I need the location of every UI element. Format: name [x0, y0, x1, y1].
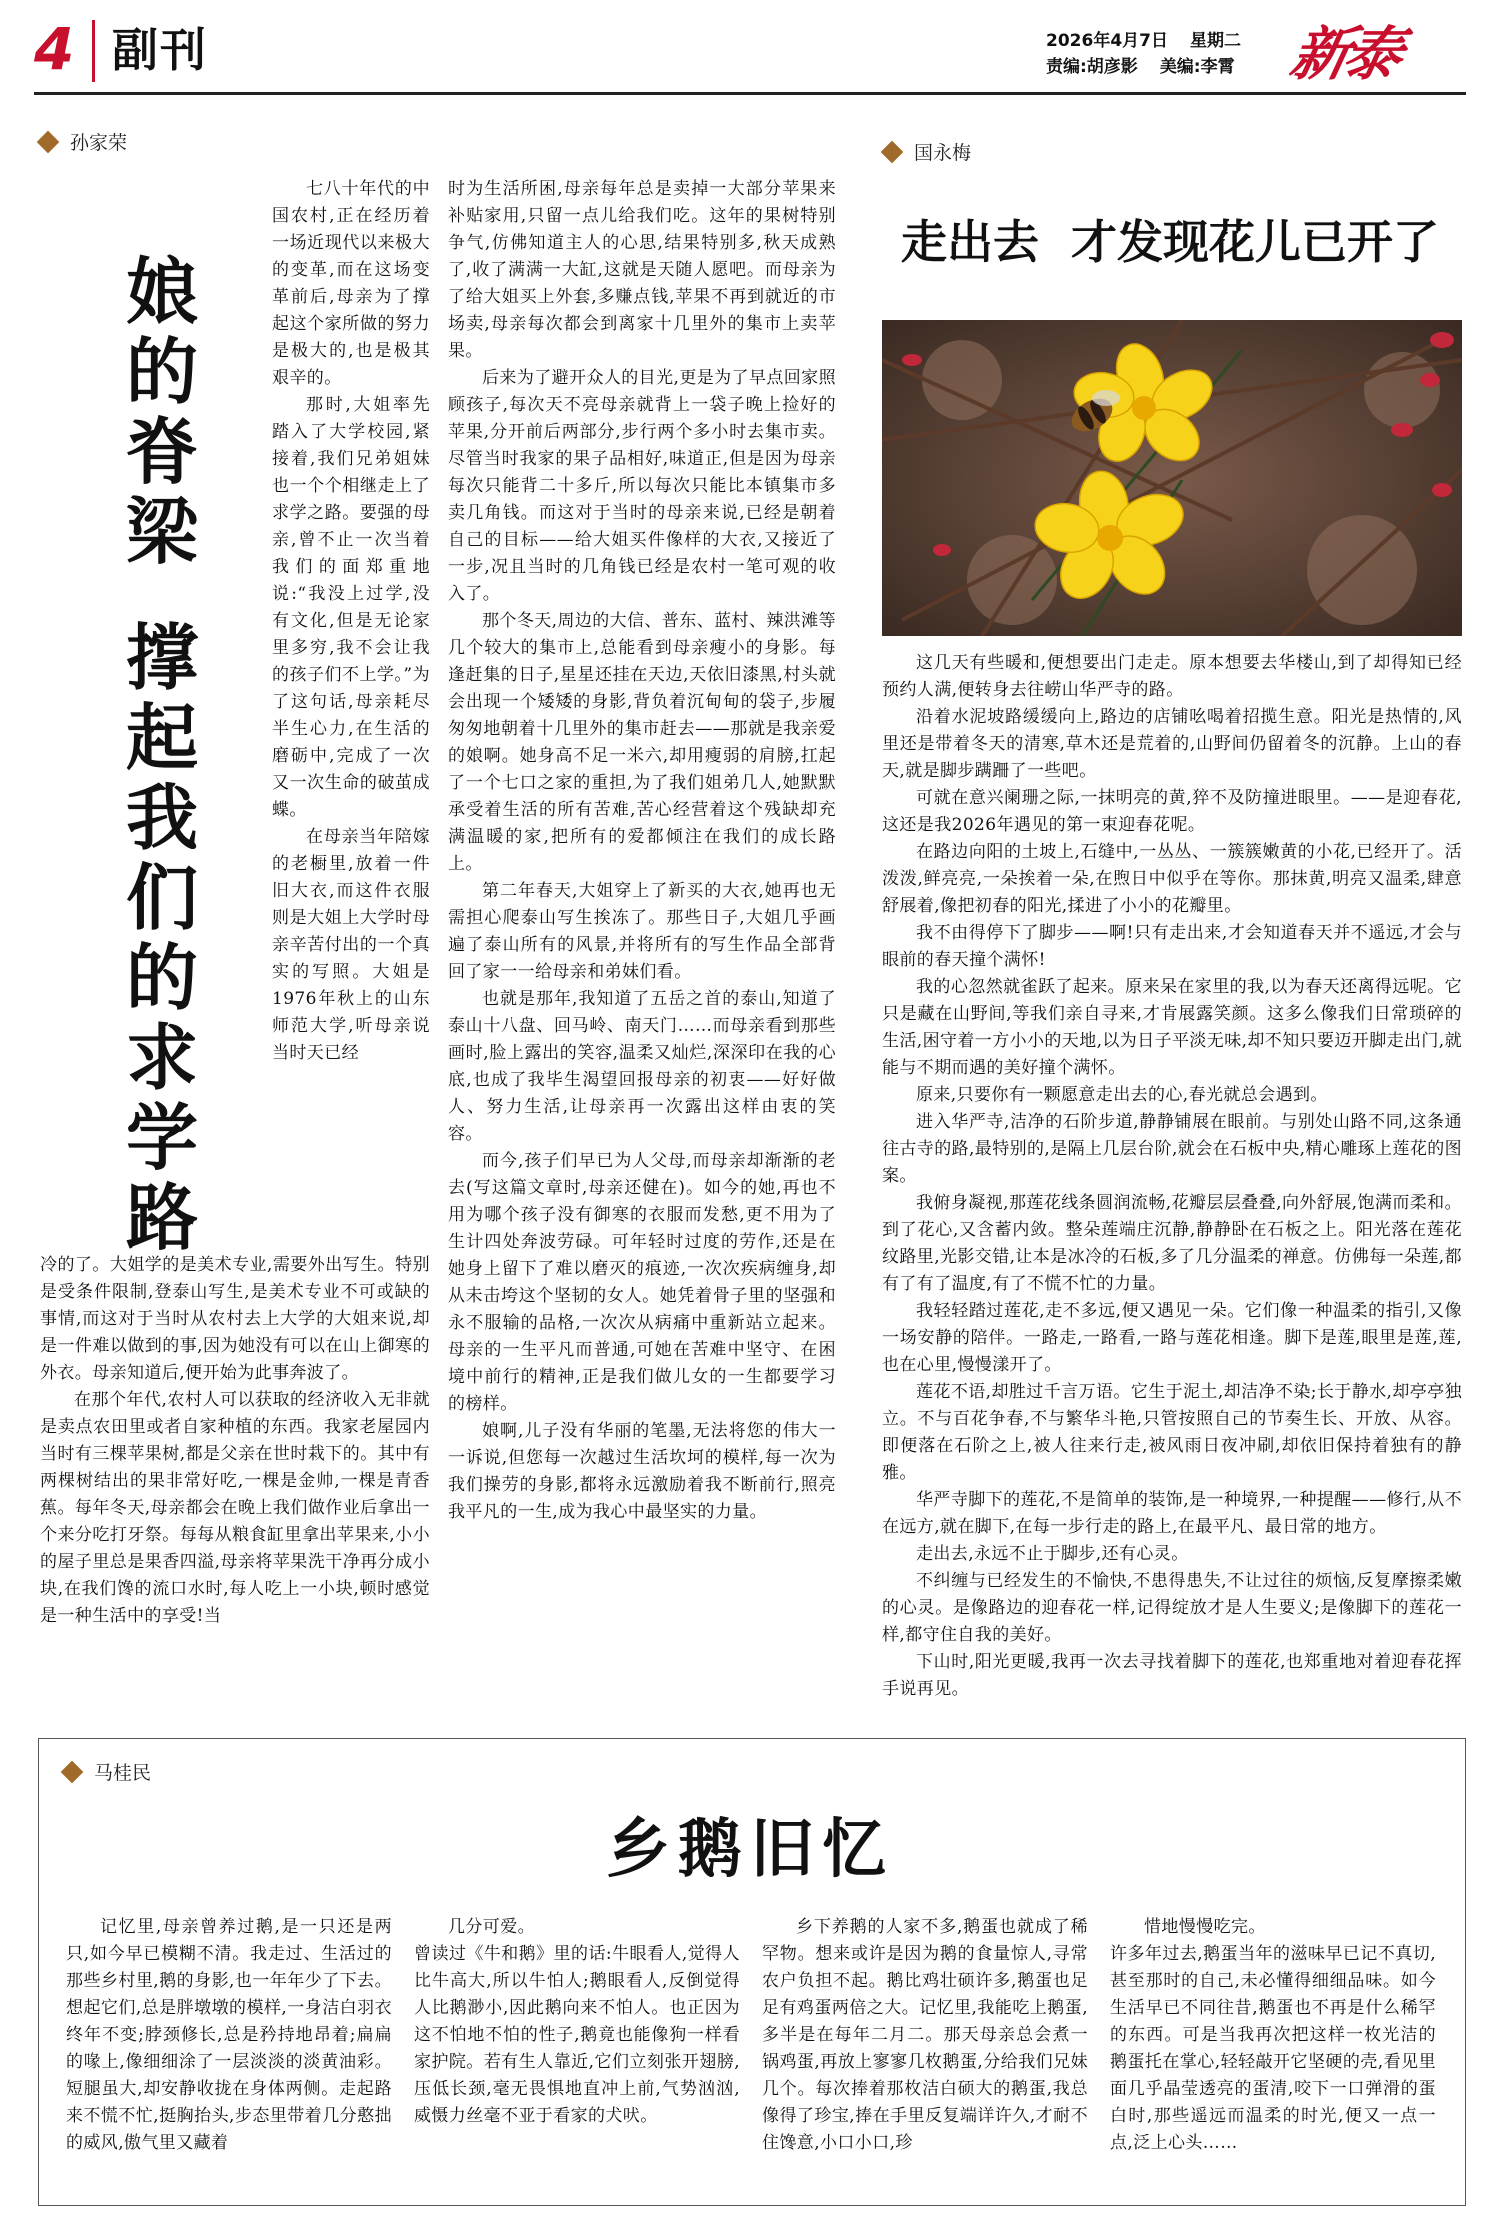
designer-credit: 美编:李霄 — [1159, 57, 1235, 77]
paragraph: 我不由得停下了脚步——啊!只有走出来,才会知道春天并不遥远,才会与眼前的春天撞个满怀! — [882, 923, 1462, 970]
paragraph: 我的心忽然就雀跃了起来。原来呆在家里的我,以为春天还离得远呢。它只是藏在山野间,等我们亲自寻来,才肯展露笑颜。这多么像我们日常琐碎的生活,困守着一方小小的天地,以为日子平淡无味,却不知只要迈开脚走出门,就能与不期而遇的美好撞个满怀。 — [882, 977, 1463, 1078]
article1-author — [40, 130, 127, 156]
header-meta — [1046, 28, 1241, 80]
page-number: 4 — [34, 15, 75, 83]
paragraph: 而今,孩子们早已为人父母,而母亲却渐渐的老去(写这篇文章时,母亲还健在)。如今的她,再也不用为哪个孩子没有御寒的衣服而发愁,更不用为了生计四处奔波劳碌。可年轻时过度的劳作,还是在她身上留下了难以磨灭的痕迹,一次次疾病缠身,却从未击垮这个坚韧的女人。她凭着骨子里的坚强和永不服输的品格,一次次从病痛中重新站立起来。母亲的一生平凡而普通,可她在苦难中坚守、在困境中前行的精神,正是我们做儿女的一生都要学习的榜样。 — [448, 1151, 836, 1414]
diamond-bullet-icon — [881, 141, 904, 164]
article3-title: 乡鹅旧忆 — [606, 1813, 894, 1887]
article1-column-1-bottom — [40, 1252, 430, 1630]
article2-author — [884, 140, 971, 166]
page-header — [34, 8, 1466, 94]
article3-column-1 — [66, 1914, 392, 2157]
paragraph: 第二年春天,大姐穿上了新买的大衣,她再也无需担心爬泰山写生挨冻了。那些日子,大姐几乎画遍了泰山所有的风景,并将所有的写生作品全部背回了家一一给母亲和弟妹们看。 — [448, 881, 836, 982]
article1-title — [112, 252, 212, 1258]
issue-date: 2026年4月7日 — [1046, 31, 1168, 51]
article3-column-3 — [762, 1914, 1088, 2157]
paragraph: 我轻轻踏过莲花,走不多远,便又遇见一朵。它们像一种温柔的指引,又像一场安静的陪伴。一路走,一路看,一路与莲花相逢。脚下是莲,眼里是莲,莲,也在心里,慢慢漾开了。 — [882, 1301, 1462, 1375]
paragraph: 莲花不语,却胜过千言万语。它生于泥土,却洁净不染;长于静水,却亭亭独立。不与百花争春,不与繁华斗艳,只管按照自己的节奏生长、开放、从容。即便落在石阶之上,被人往来行走,被风雨日夜冲刷,却依旧保持着独有的静雅。 — [882, 1382, 1462, 1483]
newspaper-logo: 新泰 — [1284, 20, 1404, 88]
diamond-bullet-icon — [37, 131, 60, 154]
article1-column-2 — [448, 176, 836, 1526]
paragraph: 走出去,永远不止于脚步,还有心灵。 — [916, 1544, 1189, 1564]
paragraph: 几分可爱。 曾读过《牛和鹅》里的话:牛眼看人,觉得人比牛高大,所以牛怕人;鹅眼看人,反倒觉得人比鹅渺小,因此鹅向来不怕人。也正因为这不怕地不怕的性子,鹅竟也能像狗一样看家护院。若有生人靠近,它们立刻张开翅膀,压低长颈,毫无畏惧地直冲上前,气势汹汹,威慑力丝毫不亚于看家的犬吠。 — [414, 1917, 740, 2126]
article3-author — [64, 1760, 151, 1786]
article2-title: 走出去 才发现花儿已开了 — [900, 215, 1440, 269]
article3-column-2 — [414, 1914, 740, 2130]
editor-credit: 责编:胡彦影 — [1046, 57, 1138, 77]
jasmine-flower-photo — [882, 320, 1462, 636]
section-name: 副刊 — [112, 23, 208, 77]
editor-line — [1046, 54, 1241, 80]
paragraph: 不纠缠与已经发生的不愉快,不患得患失,不让过往的烦恼,反复摩擦柔嫩的心灵。是像路边的迎春花一样,记得绽放才是人生要义;是像脚下的莲花一样,都守住自我的美好。 — [882, 1571, 1462, 1645]
issue-weekday: 星期二 — [1189, 31, 1241, 51]
article1-author-name: 孙家荣 — [70, 132, 128, 154]
paragraph: 进入华严寺,洁净的石阶步道,静静铺展在眼前。与别处山路不同,这条通往古寺的路,最特别的,是隔上几层台阶,就会在石板中央,精心雕琢上莲花的图案。 — [882, 1112, 1463, 1186]
paragraph: 那个冬天,周边的大信、普东、蓝村、辣洪滩等几个较大的集市上,总能看到母亲瘦小的身影。每逢赶集的日子,星星还挂在天边,天依旧漆黑,村头就会出现一个矮矮的身影,背负着沉甸甸的袋子,步履匆匆地朝着十几里外的集市赶去——那就是我亲爱的娘啊。她身高不足一米六,却用瘦弱的肩膀,扛起了一个七口之家的重担,为了我们姐弟几人,她默默承受着生活的所有苦难,苦心经营着这个残缺却充满温暖的家,把所有的爱都倾注在我们的成长路上。 — [448, 611, 836, 874]
header-divider — [92, 20, 95, 82]
paragraph: 时为生活所困,母亲每年总是卖掉一大部分苹果来补贴家用,只留一点儿给我们吃。这年的果树特别争气,仿佛知道主人的心思,结果特别多,秋天成熟了,收了满满一大缸,这就是天随人愿吧。而母亲为了给大姐买上外套,多赚点钱,苹果不再到就近的市场卖,母亲每次都会到离家十几里外的集市上卖苹果。 — [448, 179, 836, 361]
article1-title-line2: 撑起我们的求学路 — [125, 616, 198, 1260]
paragraph: 沿着水泥坡路缓缓向上,路边的店铺吆喝着招揽生意。阳光是热情的,风里还是带着冬天的清寒,草木还是荒着的,山野间仍留着冬的沉静。上山的春天,就是脚步蹒跚了一些吧。 — [882, 707, 1462, 781]
article1-title-line1: 娘的脊梁 — [125, 250, 198, 574]
diamond-bullet-icon — [61, 1761, 84, 1784]
paragraph: 我俯身凝视,那莲花线条圆润流畅,花瓣层层叠叠,向外舒展,饱满而柔和。到了花心,又含蓄内敛。整朵莲端庄沉静,静静卧在石板之上。阳光落在莲花纹路里,光影交错,让本是冰冷的石板,多了几分温柔的禅意。仿佛每一朵莲,都有了有了温度,有了不慌不忙的力量。 — [882, 1193, 1463, 1294]
paragraph: 那时,大姐率先踏入了大学校园,紧接着,我们兄弟姐妹也一个个相继走上了求学之路。要强的母亲,曾不止一次当着我们的面郑重地说:“我没上过学,没有文化,但是无论家里多穷,我不会让我的孩子们不上学。”为了这句话,母亲耗尽半生心力,在生活的磨砺中,完成了一次又一次生命的破茧成蝶。 — [272, 395, 430, 820]
paragraph: 后来为了避开众人的目光,更是为了早点回家照顾孩子,每次天不亮母亲就背上一袋子晚上捡好的苹果,分开前后两部分,步行两个多小时去集市卖。尽管当时我家的果子品相好,味道正,但是因为母亲每次只能背二十多斤,所以每次只能比本镇集市多卖几角钱。而这对于当时的母亲来说,已经是朝着自己的目标——给大姐买件像样的大衣,又接近了一步,况且当时的几角钱已经是农村一笔可观的收入了。 — [448, 368, 836, 604]
paragraph: 这几天有些暖和,便想要出门走走。原本想要去华楼山,到了却得知已经预约人满,便转身去往崂山华严寺的路。 — [882, 653, 1462, 700]
paragraph: 原来,只要你有一颗愿意走出去的心,春光就总会遇到。 — [916, 1085, 1328, 1105]
paragraph: 在路边向阳的土坡上,石缝中,一丛丛、一簇簇嫩黄的小花,已经开了。活泼泼,鲜亮亮,一朵挨着一朵,在煦日中似乎在等你。那抹黄,明亮又温柔,肆意舒展着,像把初春的阳光,揉进了小小的花瓣里。 — [882, 842, 1462, 916]
article2-body — [882, 650, 1462, 1703]
paragraph: 在那个年代,农村人可以获取的经济收入无非就是卖点农田里或者自家种植的东西。我家老屋园内当时有三棵苹果树,都是父亲在世时栽下的。其中有两棵树结出的果非常好吃,一棵是金帅,一棵是青香蕉。每年冬天,母亲都会在晚上我们做作业后拿出一个来分吃打牙祭。每每从粮食缸里拿出苹果来,小小的屋子里总是果香四溢,母亲将苹果洗干净再分成小块,在我们馋的流口水时,每人吃上一小块,顿时感觉是一种生活中的享受!当 — [40, 1390, 430, 1626]
paragraph: 娘啊,儿子没有华丽的笔墨,无法将您的伟大一一诉说,但您每一次越过生活坎坷的模样,每一次为我们操劳的身影,都将永远激励着我不断前行,照亮我平凡的一生,成为我心中最坚实的力量。 — [448, 1421, 836, 1522]
paragraph: 记忆里,母亲曾养过鹅,是一只还是两只,如今早已模糊不清。我走过、生活过的那些乡村里,鹅的身影,也一年年少了下去。想起它们,总是胖墩墩的模样,一身洁白羽衣终年不变;脖颈修长,总是矜持地昂着;扁扁的喙上,像细细涂了一层淡淡的淡黄油彩。短腿虽大,却安静收拢在身体两侧。走起路来不慌不忙,挺胸抬头,步态里带着几分憨拙的威风,傲气里又藏着 — [66, 1917, 392, 2153]
paragraph: 在母亲当年陪嫁的老橱里,放着一件旧大衣,而这件衣服则是大姐上大学时母亲辛苦付出的一个真实的写照。大姐是1976年秋上的山东师范大学,听母亲说当时天已经 — [272, 827, 430, 1063]
paragraph: 可就在意兴阑珊之际,一抹明亮的黄,猝不及防撞进眼里。——是迎春花,这还是我2026年遇见的第一束迎春花呢。 — [882, 788, 1462, 835]
header-rule — [34, 92, 1466, 95]
article2-author-name: 国永梅 — [914, 142, 972, 164]
date-line — [1046, 28, 1241, 54]
paragraph: 华严寺脚下的莲花,不是简单的装饰,是一种境界,一种提醒——修行,从不在远方,就在脚下,在每一步行走的路上,在最平凡、最日常的地方。 — [882, 1490, 1462, 1537]
article3-author-name: 马桂民 — [94, 1762, 152, 1784]
paragraph: 也就是那年,我知道了五岳之首的泰山,知道了泰山十八盘、回马岭、南天门……而母亲看到那些画时,脸上露出的笑容,温柔又灿烂,深深印在我的心底,也成了我毕生渴望回报母亲的初衷——好好做人、努力生活,让母亲再一次露出这样由衷的笑容。 — [448, 989, 836, 1144]
paragraph: 七八十年代的中国农村,正在经历着一场近现代以来极大的变革,而在这场变革前后,母亲为了撑起这个家所做的努力是极大的,也是极其艰辛的。 — [272, 179, 430, 388]
article1-column-1 — [272, 176, 430, 1067]
paragraph: 惜地慢慢吃完。 许多年过去,鹅蛋当年的滋味早已记不真切,甚至那时的自己,未必懂得细细品味。如今生活早已不同往昔,鹅蛋也不再是什么稀罕的东西。可是当我再次把这样一枚光洁的鹅蛋托在掌心,轻轻敲开它坚硬的壳,看见里面几乎晶莹透亮的蛋清,咬下一口弹滑的蛋白时,那些遥远而温柔的时光,便又一点一点,泛上心头…… — [1110, 1917, 1436, 2153]
paragraph: 乡下养鹅的人家不多,鹅蛋也就成了稀罕物。想来或许是因为鹅的食量惊人,寻常农户负担不起。鹅比鸡壮硕许多,鹅蛋也足足有鸡蛋两倍之大。记忆里,我能吃上鹅蛋,多半是在每年二月二。那天母亲总会煮一锅鸡蛋,再放上寥寥几枚鹅蛋,分给我们兄妹几个。每次捧着那枚洁白硕大的鹅蛋,我总像得了珍宝,捧在手里反复端详许久,才耐不住馋意,小口小口,珍 — [762, 1917, 1088, 2153]
article3-column-4 — [1110, 1914, 1436, 2157]
paragraph: 冷的了。大姐学的是美术专业,需要外出写生。特别是受条件限制,登泰山写生,是美术专业不可或缺的事情,而这对于当时从农村去上大学的大姐来说,却是一件难以做到的事,因为她没有可以在山上御寒的外衣。母亲知道后,便开始为此事奔波了。 — [40, 1255, 430, 1383]
paragraph: 下山时,阳光更暖,我再一次去寻找着脚下的莲花,也郑重地对着迎春花挥手说再见。 — [882, 1652, 1462, 1699]
